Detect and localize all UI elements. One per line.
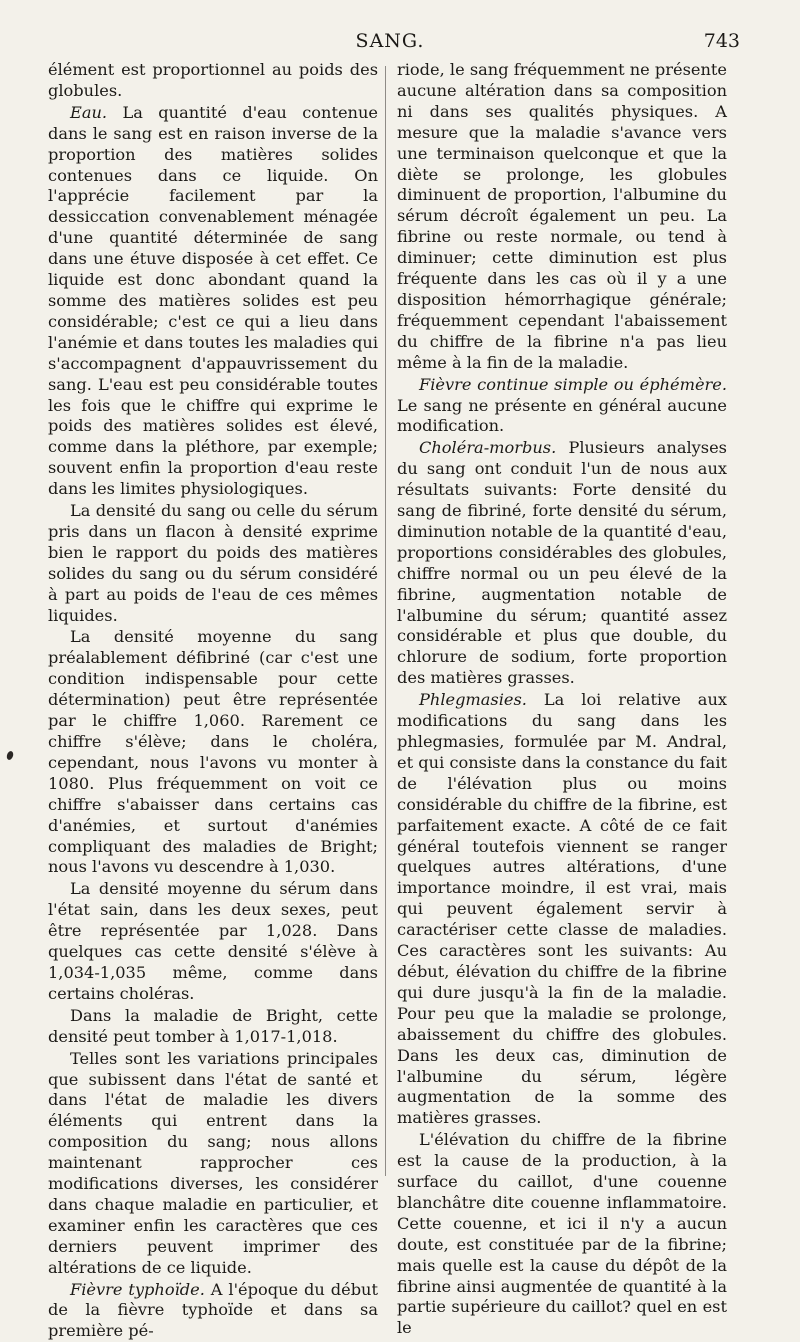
running-head: SANG.: [355, 30, 425, 52]
left-column: [48, 60, 378, 1342]
paragraph: Phlegmasies. La loi relative aux modifications du sang dans les phlegmasies, formulée par M. Andral, et qui consiste dans la constance du fait de l'élévation plus ou moins considérable du chiffre de la fibrine, est parfaitement exacte. A côté de ce fait général toutefois viennent se ranger quelques autres altérations, d'une importance moindre, il est vrai, mais qui peuvent également servir à caractériser cette classe de maladies. Ces caractères sont les suivants: Au début, élévation du chiffre de la fibrine qui dure jusqu'à la fin de la maladie. Pour peu que la maladie se prolonge, abaissement du chiffre des globules. Dans les deux cas, diminution de l'albumine du sérum, légère augmentation de la somme des matières grasses.: [397, 690, 727, 1128]
paragraph: Fièvre typhoïde. A l'époque du début de la fièvre typhoïde et dans sa première pé-: [48, 1279, 378, 1341]
paragraph: Choléra-morbus. Plusieurs analyses du sang ont conduit l'un de nous aux résultats suivants: Forte densité du sang de fibriné, forte densité du sérum, diminution notable de la quantité d'eau, proportions considérables des globules, chiffre normal ou un peu élevé de la fibrine, augmentation notable de l'albumine du sérum; quantité assez considérable et plus que double, du chlorure de sodium, forte proportion des matières grasses.: [397, 438, 727, 688]
right-column: [397, 60, 727, 1339]
paragraph: La densité du sang ou celle du sérum pris dans un flacon à densité exprime bien le rapport du poids des matières solides du sang ou du sérum considéré à part au poids de l'eau de ces mêmes liquides.: [48, 501, 378, 625]
paragraph: riode, le sang fréquemment ne présente aucune altération dans sa composition ni dans ses qualités physiques. A mesure que la maladie s'avance vers une terminaison quelconque et que la diète se prolonge, les globules diminuent de proportion, l'albumine du sérum décroît également un peu. La fibrine ou reste normale, ou tend à diminuer; cette diminution est plus fréquente dans les cas où il y a une disposition hémorrhagique générale; fréquemment cependant l'abaissement du chiffre de la fibrine n'a pas lieu même à la fin de la maladie.: [397, 60, 727, 372]
column-divider: [385, 66, 386, 1176]
ink-blot-mark: [6, 750, 15, 761]
paragraph: Fièvre continue simple ou éphémère. Le sang ne présente en général aucune modification.: [397, 374, 727, 436]
paragraph: Telles sont les variations principales que subissent dans l'état de santé et dans l'état de maladie les divers éléments qui entrent dans la composition du sang; nous allons maintenant rapprocher ces modifications diverses, les considérer dans chaque maladie en particulier, et examiner enfin les caractères que ces derniers peuvent imprimer des altérations de ce liquide.: [48, 1048, 378, 1277]
paragraph: La densité moyenne du sérum dans l'état sain, dans les deux sexes, peut être représentée par 1,028. Dans quelques cas cette densité s'élève à 1,034-1,035 même, comme dans certains choléras.: [48, 879, 378, 1003]
paragraph: Dans la maladie de Bright, cette densité peut tomber à 1,017-1,018.: [48, 1005, 378, 1046]
page-header: [40, 30, 740, 60]
paragraph: Eau. La quantité d'eau contenue dans le sang est en raison inverse de la proportion des matières solides contenues dans ce liquide. On l'apprécie facilement par la dessiccation convenablement ménagée d'une quantité déterminée de sang dans une étuve disposée à cet effet. Ce liquide est donc abondant quand la somme des matières solides est peu considérable; c'est ce qui a lieu dans l'anémie et dans toutes les maladies qui s'accompagnent d'appauvrissement du sang. L'eau est peu considérable toutes les fois que le chiffre qui exprime le poids des matières solides est élevé, comme dans la pléthore, par exemple; souvent enfin la proportion d'eau reste dans les limites physiologiques.: [48, 102, 378, 499]
paragraph: L'élévation du chiffre de la fibrine est la cause de la production, à la surface du caillot, d'une couenne blanchâtre dite couenne inflammatoire. Cette couenne, et ici il n'y a aucun doute, est constituée par de la fibrine; mais quelle est la cause du dépôt de la fibrine ainsi augmentée de quantité à la partie supérieure du caillot? quel en est le: [397, 1130, 727, 1338]
paragraph: La densité moyenne du sang préalablement défibriné (car c'est une condition indispensable pour cette détermination) peut être représentée par le chiffre 1,060. Rarement ce chiffre s'élève; dans le choléra, cependant, nous l'avons vu monter à 1080. Plus fréquemment on voit ce chiffre s'abaisser dans certains cas d'anémies, et surtout d'anémies compliquant des maladies de Bright; nous l'avons vu descendre à 1,030.: [48, 627, 378, 877]
paragraph: élément est proportionnel au poids des globules.: [48, 60, 378, 100]
page-number: 743: [703, 30, 740, 52]
